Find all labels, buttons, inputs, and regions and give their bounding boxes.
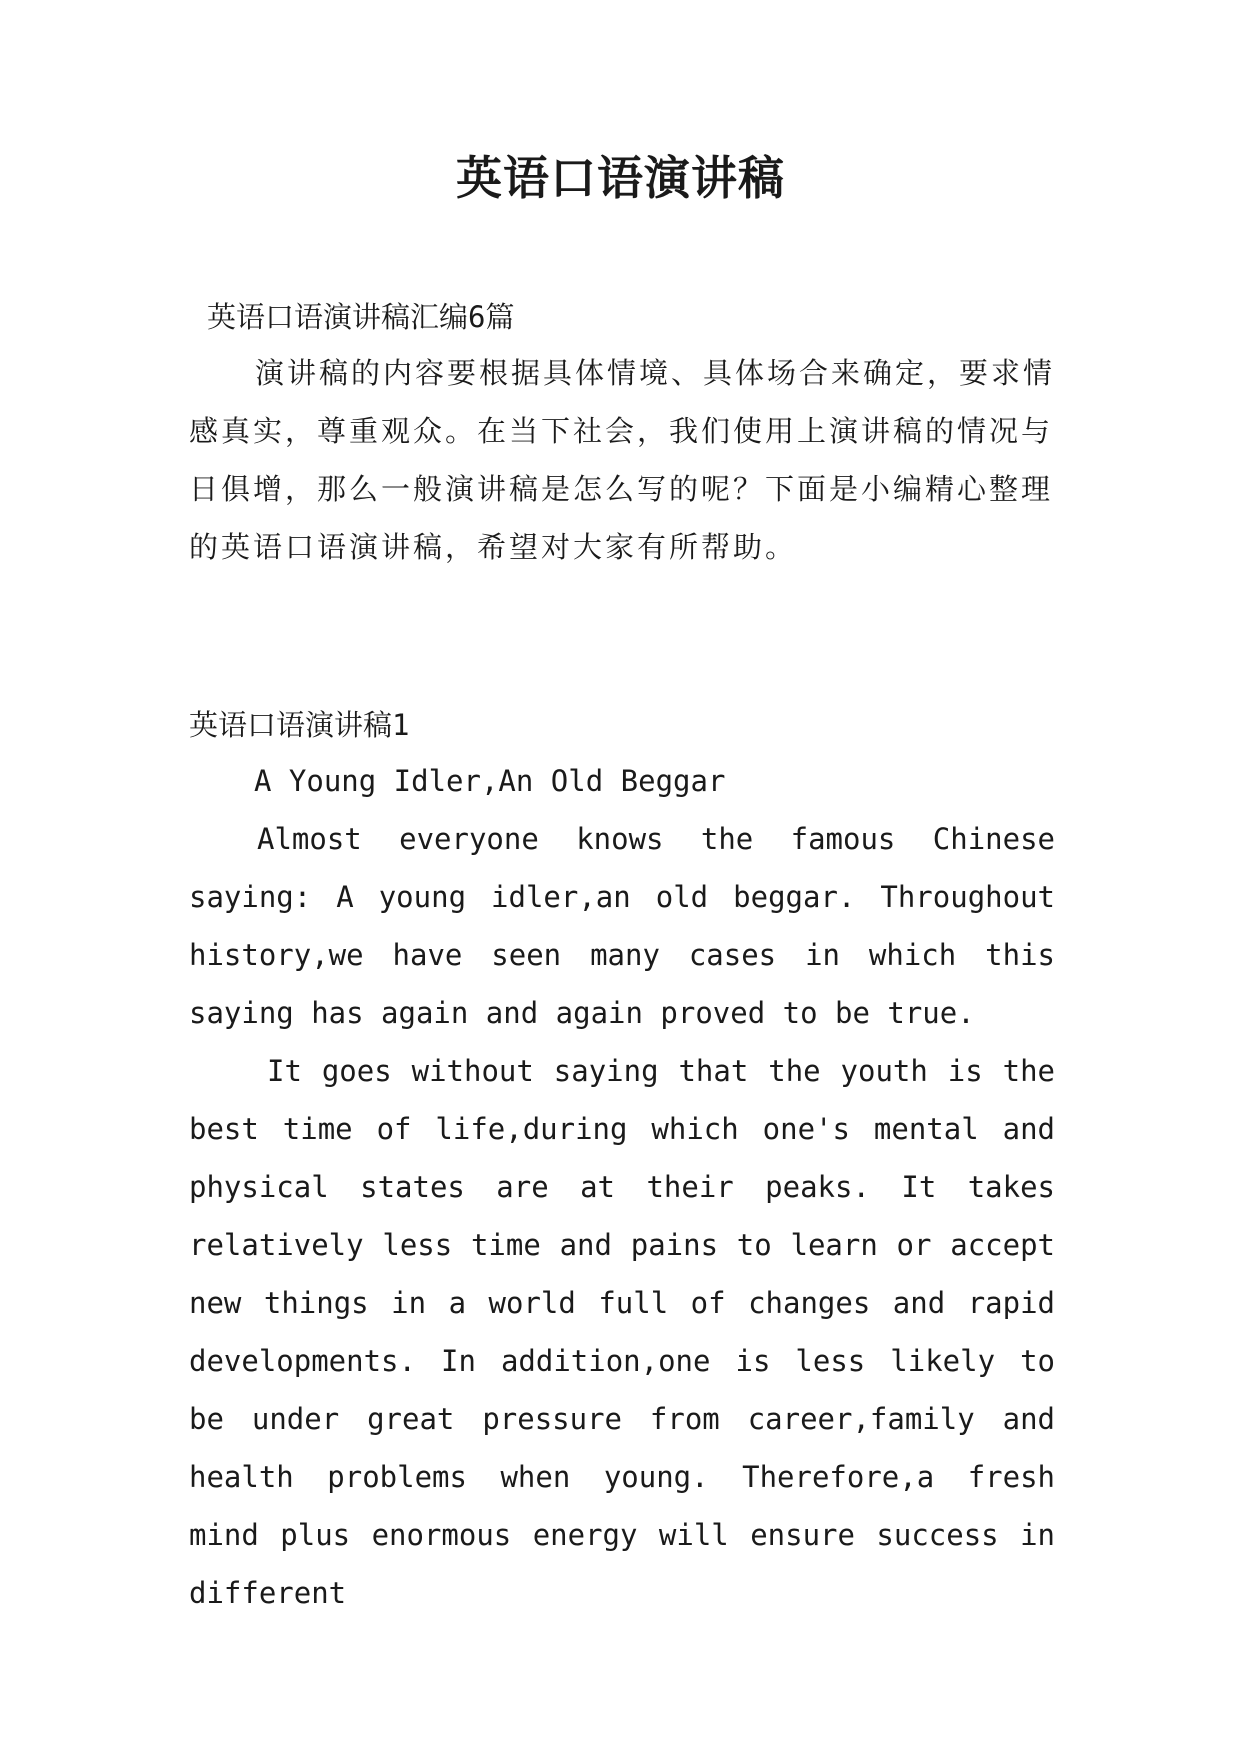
document-subtitle: 英语口语演讲稿汇编6篇	[207, 300, 515, 334]
essay-paragraph: Almost everyone knows the famous Chinese saying: A young idler,an old beggar. Throughout history,we have seen many cases in which this saying has again and again proved to be true.	[189, 822, 1055, 1030]
document-title: 英语口语演讲稿	[456, 151, 785, 205]
essay-title: A Young Idler,An Old Beggar	[254, 764, 726, 798]
intro-paragraph: 演讲稿的内容要根据具体情境、具体场合来确定，要求情感真实，尊重观众。在当下社会，我们使用上演讲稿的情况与日俱增，那么一般演讲稿是怎么写的呢？下面是小编精心整理的英语口语演讲稿，希望对大家有所帮助。	[189, 356, 1056, 564]
section-heading: 英语口语演讲稿1	[189, 708, 410, 742]
essay-paragraph: It goes without saying that the youth is the best time of life,during which one's mental and physical states are at their peaks. It takes relatively less time and pains to learn or accept new things in a world full of changes and rapid developments. In addition,one is less likely to be under great pressure from career,family and health problems when young. Therefore,a fresh mind plus enormous energy will ensure success in different	[189, 1054, 1055, 1610]
